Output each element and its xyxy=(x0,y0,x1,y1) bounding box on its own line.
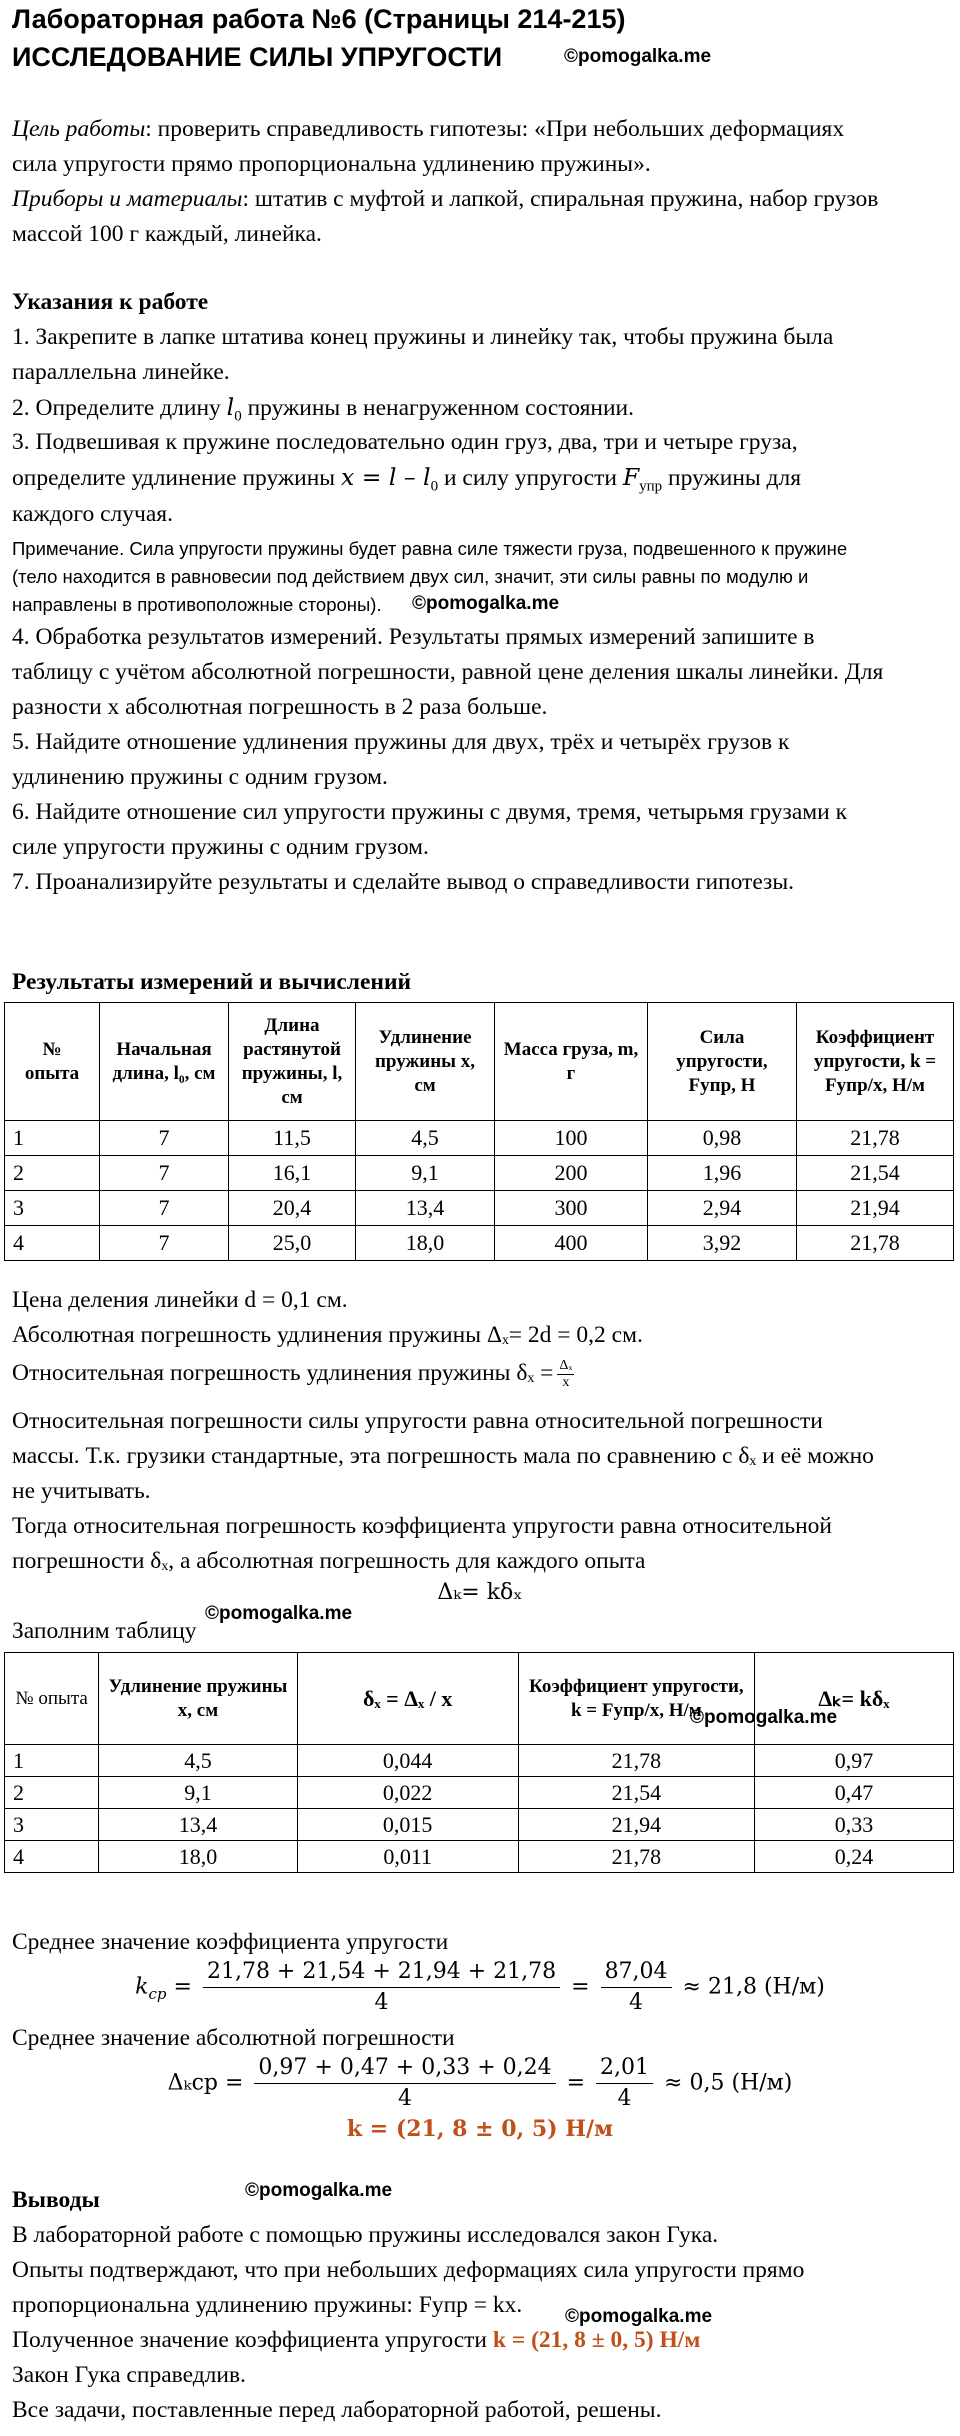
table-cell: 0,044 xyxy=(297,1745,518,1777)
step-3a: 3. Подвешивая к пружине последовательно один груз, два, три и четыре груза, xyxy=(12,429,798,455)
step-2: 2. Определите длину $l_0$ пружины в ненагруженном состоянии. xyxy=(12,393,635,425)
table-cell: 1 xyxy=(5,1121,100,1156)
relative-error-fraction: $\frac{\text{Δₓ}}{x}$ xyxy=(559,1358,573,1391)
table-row xyxy=(5,1191,954,1226)
conclusion-line-6: Все задачи, поставленные перед лабораторной работой, решены. xyxy=(12,2397,662,2423)
tools-line-1: Приборы и материалы: штатив с муфтой и лапкой, спиральная пружина, набор грузов xyxy=(12,186,879,212)
step-4b: таблицу с учётом абсолютной погрешности, равной цене деления шкалы линейки. Для xyxy=(12,659,884,685)
analysis-line-1: Цена деления линейки d = 0,1 см. xyxy=(12,1287,348,1313)
analysis-line-8: погрешности δₓ, а абсолютная погрешность для каждого опыта xyxy=(12,1548,646,1574)
table1-title: Результаты измерений и вычислений xyxy=(12,969,412,995)
table-cell: 11,5 xyxy=(229,1121,356,1156)
analysis-line-5: массы. Т.к. грузики стандартные, эта погрешность мала по сравнению с δₓ и её можно xyxy=(12,1443,874,1469)
note-line-3: направлены в противоположные стороны). xyxy=(12,594,382,615)
table-cell: 0,98 xyxy=(648,1121,797,1156)
analysis-line-4: Относительная погрешности силы упругости равна относительной погрешности xyxy=(12,1408,823,1434)
table-header-cell: Удлинение пружины x, см xyxy=(99,1653,297,1745)
final-result: k = (21, 8 ± 0, 5) Н/м xyxy=(346,2116,614,2142)
avg-delta-label: Среднее значение абсолютной погрешности xyxy=(12,2025,455,2051)
table-cell: 16,1 xyxy=(229,1156,356,1191)
analysis-line-3: Относительная погрешность удлинения пружины δₓ = $\frac{\text{Δₓ}}{x}$ xyxy=(12,1358,573,1391)
watermark: ©pomogalka.me xyxy=(245,2180,393,2201)
table-header-cell: Коэффициент упругости, k = Fупр/x, Н/м xyxy=(518,1653,754,1745)
table-header-row xyxy=(5,1003,954,1121)
table-cell: 4,5 xyxy=(356,1121,495,1156)
table-cell: 21,78 xyxy=(797,1226,954,1261)
table-header-cell: δₓ = Δₓ / x xyxy=(297,1653,518,1745)
step-5a: 5. Найдите отношение удлинения пружины для двух, трёх и четырёх грузов к xyxy=(12,729,790,755)
table-cell: 21,78 xyxy=(518,1745,754,1777)
conclusion-line-2: Опыты подтверждают, что при небольших деформациях сила упругости прямо xyxy=(12,2257,805,2283)
table-header-cell: Длина растянутой пружины, l, см xyxy=(229,1003,356,1121)
step-7: 7. Проанализируйте результаты и сделайте вывод о справедливости гипотезы. xyxy=(12,869,794,895)
table-cell: 4 xyxy=(5,1226,100,1261)
table-cell: 100 xyxy=(495,1121,648,1156)
table-cell: 0,24 xyxy=(754,1841,953,1873)
table-cell: 2,94 xyxy=(648,1191,797,1226)
table-row xyxy=(5,1121,954,1156)
table-header-cell: Сила упругости, Fупр, Н xyxy=(648,1003,797,1121)
table-header-cell: Начальная длина, l₀, см xyxy=(100,1003,229,1121)
table-cell: 0,015 xyxy=(297,1809,518,1841)
table-cell: 3,92 xyxy=(648,1226,797,1261)
step-4c: разности x абсолютная погрешность в 2 раза больше. xyxy=(12,694,548,720)
step-1b: параллельна линейке. xyxy=(12,359,230,385)
table-cell: 1 xyxy=(5,1745,99,1777)
step-3c: каждого случая. xyxy=(12,501,173,527)
conclusion-line-1: В лабораторной работе с помощью пружины исследовался закон Гука. xyxy=(12,2222,719,2248)
table-cell: 21,78 xyxy=(518,1841,754,1873)
step-3b: определите удлинение пружины $x = l - l_0$ и силу упругости $F_{упр}$ пружины для xyxy=(12,463,802,495)
table-cell: 21,54 xyxy=(797,1156,954,1191)
table-cell: 7 xyxy=(100,1226,229,1261)
table-cell: 25,0 xyxy=(229,1226,356,1261)
analysis-line-6: не учитывать. xyxy=(12,1478,151,1504)
watermark: ©pomogalka.me xyxy=(690,1707,838,1728)
conclusion-line-5: Закон Гука справедлив. xyxy=(12,2362,246,2388)
table-cell: 9,1 xyxy=(356,1156,495,1191)
watermark: ©pomogalka.me xyxy=(205,1603,353,1624)
table-cell: 21,94 xyxy=(518,1809,754,1841)
table-cell: 20,4 xyxy=(229,1191,356,1226)
table-cell: 0,011 xyxy=(297,1841,518,1873)
table-cell: 2 xyxy=(5,1156,100,1191)
table-row xyxy=(5,1745,954,1777)
table-header-cell: Масса груза, m, г xyxy=(495,1003,648,1121)
page-title: Лабораторная работа №6 (Страницы 214-215) xyxy=(12,4,626,34)
table-cell: 4,5 xyxy=(99,1745,297,1777)
table-cell: 21,54 xyxy=(518,1777,754,1809)
watermark: ©pomogalka.me xyxy=(564,46,712,67)
goal-line-2: сила упругости прямо пропорциональна удлинению пружины». xyxy=(12,151,651,177)
step-1a: 1. Закрепите в лапке штатива конец пружины и линейку так, чтобы пружина была xyxy=(12,324,834,350)
step-4a: 4. Обработка результатов измерений. Результаты прямых измерений запишите в xyxy=(12,624,815,650)
step-5b: удлинению пружины с одним грузом. xyxy=(12,764,388,790)
table-cell: 13,4 xyxy=(99,1809,297,1841)
table-cell: 0,97 xyxy=(754,1745,953,1777)
conclusions-title: Выводы xyxy=(12,2187,100,2213)
table-cell: 21,94 xyxy=(797,1191,954,1226)
table-cell: 0,47 xyxy=(754,1777,953,1809)
table-row xyxy=(5,1777,954,1809)
table-cell: 1,96 xyxy=(648,1156,797,1191)
note-line-2: (тело находится в равновесии под действием двух сил, значит, эти силы равны по модулю и xyxy=(12,566,809,587)
table-cell: 7 xyxy=(100,1121,229,1156)
step-6a: 6. Найдите отношение сил упругости пружины с двумя, тремя, четырьмя грузами к xyxy=(12,799,847,825)
watermark: ©pomogalka.me xyxy=(565,2306,713,2327)
table-cell: 13,4 xyxy=(356,1191,495,1226)
table-header-cell: № опыта xyxy=(5,1003,100,1121)
table-header-cell: № опыта xyxy=(5,1653,99,1745)
table-cell: 200 xyxy=(495,1156,648,1191)
analysis-line-9: Заполним таблицу xyxy=(12,1618,197,1644)
table-cell: 18,0 xyxy=(356,1226,495,1261)
instructions-title: Указания к работе xyxy=(12,289,209,315)
table-cell: 7 xyxy=(100,1156,229,1191)
analysis-line-7: Тогда относительная погрешность коэффициента упругости равна относительной xyxy=(12,1513,832,1539)
table-cell: 400 xyxy=(495,1226,648,1261)
analysis-line-2: Абсолютная погрешность удлинения пружины Δₓ= 2d = 0,2 см. xyxy=(12,1322,643,1348)
step-6b: силе упругости пружины с одним грузом. xyxy=(12,834,429,860)
conclusion-line-3: пропорциональна удлинению пружины: Fупр = kx. xyxy=(12,2292,523,2318)
table-cell: 7 xyxy=(100,1191,229,1226)
avg-k-formula: $k_{ср}$ = $\frac{21,78 + 21,54 + 21,94 + 21,78}{4}$ = $\frac{87,04}{4}$ ≈ 21,8 (Н/м) xyxy=(135,1959,825,2015)
table-header-cell: Удлинение пружины x, см xyxy=(356,1003,495,1121)
table-cell: 0,022 xyxy=(297,1777,518,1809)
error-table xyxy=(4,1652,954,1873)
table-cell: 21,78 xyxy=(797,1121,954,1156)
table-cell: 4 xyxy=(5,1841,99,1873)
note-line-1: Примечание. Сила упругости пружины будет равна силе тяжести груза, подвешенного к пружине xyxy=(12,538,848,559)
table-cell: 18,0 xyxy=(99,1841,297,1873)
page-subtitle: ИССЛЕДОВАНИЕ СИЛЫ УПРУГОСТИ xyxy=(12,42,503,72)
table-cell: 3 xyxy=(5,1809,99,1841)
goal-line-1: Цель работы: проверить справедливость гипотезы: «При небольших деформациях xyxy=(12,116,845,142)
table-row xyxy=(5,1809,954,1841)
tools-line-2: массой 100 г каждый, линейка. xyxy=(12,221,322,247)
table-row xyxy=(5,1226,954,1261)
avg-delta-formula: Δₖcp = $\frac{0,97 + 0,47 + 0,33 + 0,24}{4}$ = $\frac{2,01}{4}$ ≈ 0,5 (Н/м) xyxy=(167,2055,793,2111)
table-row xyxy=(5,1841,954,1873)
avg-k-label: Среднее значение коэффициента упругости xyxy=(12,1929,449,1955)
table-header-row xyxy=(5,1653,954,1745)
conclusion-line-4: Полученное значение коэффициента упругости k = (21, 8 ± 0, 5) Н/м xyxy=(12,2327,701,2353)
table-row xyxy=(5,1156,954,1191)
table-cell: 3 xyxy=(5,1191,100,1226)
results-table xyxy=(4,1002,954,1261)
table-cell: 0,33 xyxy=(754,1809,953,1841)
table-cell: 300 xyxy=(495,1191,648,1226)
watermark: ©pomogalka.me xyxy=(412,593,560,614)
abs-error-formula: Δₖ= kδₓ xyxy=(437,1580,523,1605)
table-cell: 9,1 xyxy=(99,1777,297,1809)
table-header-cell: Δₖ= kδₓ xyxy=(754,1653,953,1745)
table-header-cell: Коэффициент упругости, k = Fупр/x, Н/м xyxy=(797,1003,954,1121)
table-cell: 2 xyxy=(5,1777,99,1809)
